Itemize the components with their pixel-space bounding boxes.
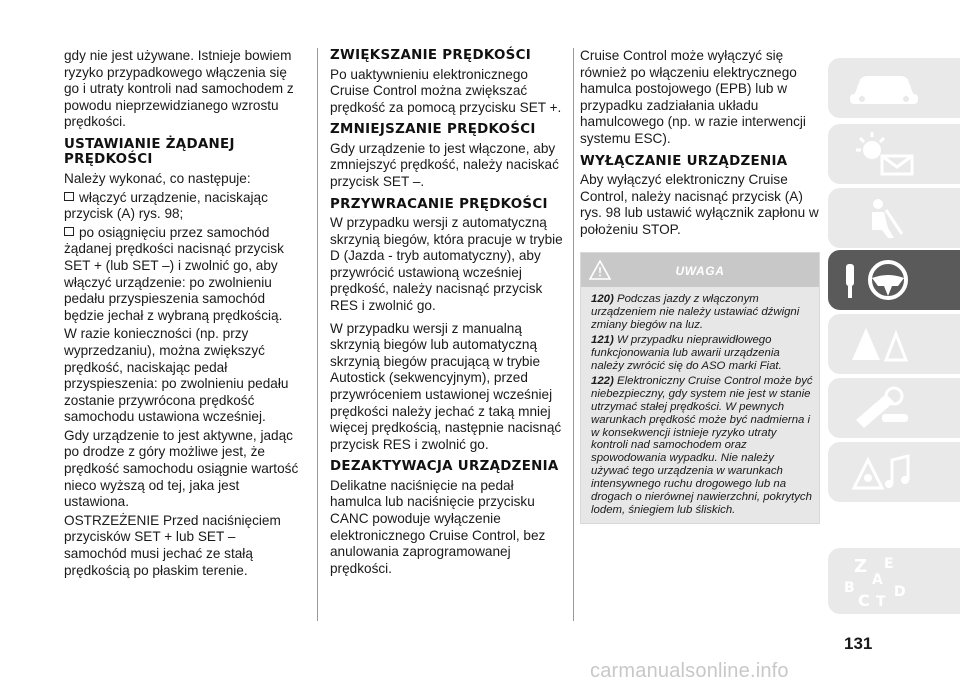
warning-item-text: Elektroniczny Cruise Control może być niebezpieczny, gdy system nie jest w stanie utrzymać stałej prędkości. W pewnych warunkach prędkość może być nadmierna i w konsekwencji istnieje ryzyko utraty kontroli nad samochodem oraz spowodowania wypadku. Nie należy używać tego urządzenia w warunkach intensywnego ruchu drogowego lub na drogach o nierównej nawierzchni, pokrytych lodem, śniegiem lub śliskich. <box>591 374 813 516</box>
warning-lights-icon <box>842 130 932 178</box>
tab-dashboard[interactable] <box>828 58 960 118</box>
section-heading: USTAWIANIE ŻĄDANEJ PRĘDKOŚCI <box>64 136 235 168</box>
warning-item-number: 120) <box>591 293 614 306</box>
paragraph: W razie konieczności (np. przy wyprzedzaniu), można zwiększyć prędkość, naciskając pedał przyspieszenia: po zwolnieniu pedału zostanie przywrócona prędkość samochodu ustawiona wcześniej. <box>64 326 289 425</box>
section-heading: WYŁĄCZANIE URZĄDZENIA <box>580 153 788 169</box>
index-letter: C <box>858 591 870 610</box>
multimedia-icon <box>842 448 932 496</box>
tab-emergency[interactable] <box>828 314 960 374</box>
car-dashboard-icon <box>842 64 932 112</box>
airbag-safety-icon <box>842 194 932 242</box>
road-emergency-icon <box>842 320 932 368</box>
warning-item <box>591 293 813 332</box>
index-letters-icon <box>836 550 946 610</box>
text-column-3 <box>580 48 820 524</box>
paragraph: W przypadku wersji z manualną skrzynią biegów lub automatyczną skrzynią biegów pracującą w trybie Autostick (sekwencyjnym), przed przywróceniem ustawionej wcześniej prędkości należy jechać z taką mniej więcej prędkością, następnie nacisnąć przycisk RES i zwolnić go. <box>330 320 562 452</box>
index-letter: T <box>876 594 886 610</box>
warning-item-text: W przypadku nieprawidłowego funkcjonowania lub awarii urządzenia należy zwrócić się do ASO marki Fiat. <box>591 334 782 372</box>
column-divider <box>317 48 318 621</box>
bullet-square-icon <box>64 227 74 236</box>
paragraph: OSTRZEŻENIE Przed naciśnięciem przycisków SET + lub SET – samochód musi jechać ze stałą prędkością po płaskim terenie. <box>64 512 281 578</box>
page-number: 131 <box>844 634 873 653</box>
section-heading: PRZYWRACANIE PRĘDKOŚCI <box>330 196 548 212</box>
warning-item <box>591 334 813 373</box>
warning-body <box>581 287 819 522</box>
warning-item-text: Podczas jazdy z włączonym urządzeniem nie należy ustawiać dźwigni zmiany biegów na luz. <box>591 293 800 332</box>
warning-item-number: 121) <box>591 334 614 347</box>
paragraph: Cruise Control może wyłączyć się również po włączeniu elektrycznego hamulca postojowego (EPB) lub w przypadku zadziałania układu hamulcowego (np. w razie interwencji systemu ESC). <box>580 48 806 146</box>
tab-starting-driving[interactable] <box>828 250 960 310</box>
index-letter: A <box>872 572 883 588</box>
paragraph: Po uaktywnieniu elektronicznego Cruise Control można zwiększać prędkość za pomocą przycisku SET +. <box>330 66 562 115</box>
maintenance-tools-icon <box>842 384 932 432</box>
index-letter: Z <box>854 556 868 577</box>
bullet-item <box>64 190 300 223</box>
index-letter: D <box>894 584 906 600</box>
paragraph: gdy nie jest używane. Istnieje bowiem ryzyko przypadkowego włączenia się go i utraty kontroli nad samochodem z powodu nieprzewidzianego wzrostu prędkości. <box>64 48 294 130</box>
watermark: carmanualsonline.info <box>590 660 789 682</box>
text-column-1 <box>64 48 300 585</box>
paragraph: Należy wykonać, co następuje: <box>64 170 251 186</box>
text-column-2 <box>330 48 566 583</box>
index-letter: B <box>844 580 855 596</box>
section-heading: DEZAKTYWACJA URZĄDZENIA <box>330 459 559 475</box>
warning-box <box>580 252 820 523</box>
tab-safety[interactable] <box>828 188 960 248</box>
warning-item <box>591 375 813 517</box>
bullet-text: włączyć urządzenie, naciskając przycisk (A) rys. 98; <box>64 189 268 222</box>
bullet-text: po osiągnięciu przez samochód żądanej prędkości nacisnąć przycisk SET + (lub SET –) i zwolnić go, aby włączyć urządzenie: po zwolnieniu pedału przyspieszenia samochód będzie jechał z wybraną prędkością. <box>64 224 284 323</box>
paragraph: Gdy urządzenie to jest aktywne, jadąc po drodze z góry możliwe jest, że prędkość samochodu osiągnie wartość nieco wyższą od tej, jaka jest ustawiona. <box>64 427 299 510</box>
paragraph: Aby wyłączyć elektroniczny Cruise Control, należy nacisnąć przycisk (A) rys. 98 lub ustawić wyłącznik zapłonu w położeniu STOP. <box>580 172 819 237</box>
index-letter: E <box>884 556 894 572</box>
warning-title: UWAGA <box>675 264 725 279</box>
section-heading: ZWIĘKSZANIE PRĘDKOŚCI <box>330 48 531 63</box>
bullet-item <box>64 225 300 325</box>
section-heading: ZMNIEJSZANIE PRĘDKOŚCI <box>330 122 536 138</box>
steering-wheel-key-icon <box>842 256 932 304</box>
paragraph: Delikatne naciśnięcie na pedał hamulca lub naciśnięcie przycisku CANC powoduje wyłączenie elektronicznego Cruise Control, bez anulowania zaprogramowanej prędkości. <box>330 477 546 576</box>
paragraph: Gdy urządzenie to jest włączone, aby zmniejszyć prędkość, należy naciskać przycisk SET –. <box>330 140 559 189</box>
tab-index[interactable] <box>828 548 960 614</box>
column-divider <box>573 48 574 621</box>
paragraph: W przypadku wersji z automatyczną skrzynią biegów, która pracuje w trybie D (Jazda - tryb automatyczny), aby przywrócić ustawioną wcześniej prędkość, należy nacisnąć przycisk RES i zwolnić go. <box>330 215 563 314</box>
warning-item-number: 122) <box>591 374 614 387</box>
warning-header <box>581 253 819 287</box>
bullet-square-icon <box>64 192 74 201</box>
tab-multimedia[interactable] <box>828 442 960 502</box>
tab-warning-lights[interactable] <box>828 124 960 184</box>
tab-maintenance[interactable] <box>828 378 960 438</box>
